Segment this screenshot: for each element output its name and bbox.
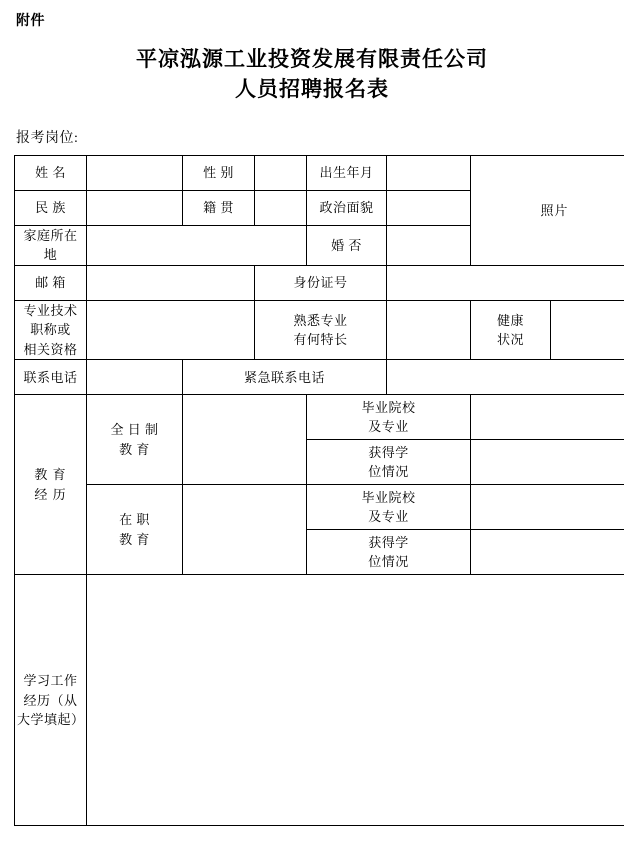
table-row	[15, 360, 624, 395]
field-native-place[interactable]	[255, 190, 307, 225]
field-onjob-school[interactable]	[471, 485, 624, 530]
label-onjob-school-line-2: 及专业	[309, 507, 468, 527]
field-fulltime-school[interactable]	[471, 395, 624, 440]
label-fulltime-education	[87, 395, 183, 485]
label-id-number: 身份证号	[255, 265, 387, 300]
label-name: 姓 名	[15, 155, 87, 190]
table-row	[15, 300, 624, 360]
field-marital-status[interactable]	[387, 225, 471, 265]
label-school-line-2: 及专业	[309, 417, 468, 437]
field-phone[interactable]	[87, 360, 183, 395]
field-birth-date[interactable]	[387, 155, 471, 190]
application-form-table	[14, 155, 624, 827]
label-health-line-1: 健康	[473, 311, 548, 331]
label-fulltime-line-1: 全 日 制	[89, 420, 180, 440]
label-onjob-line-1: 在 职	[89, 510, 180, 530]
label-education-line-2: 经 历	[17, 485, 84, 505]
field-onjob-period[interactable]	[183, 485, 307, 575]
label-education-line-1: 教 育	[17, 465, 84, 485]
label-education-history	[15, 395, 87, 575]
label-marital-status: 婚 否	[307, 225, 387, 265]
field-onjob-degree[interactable]	[471, 530, 624, 575]
label-technical-title	[15, 300, 87, 360]
label-phone: 联系电话	[15, 360, 87, 395]
label-onjob-line-2: 教 育	[89, 530, 180, 550]
field-fulltime-period[interactable]	[183, 395, 307, 485]
field-ethnicity[interactable]	[87, 190, 183, 225]
label-onjob-education	[87, 485, 183, 575]
label-onjob-school	[307, 485, 471, 530]
label-fulltime-school	[307, 395, 471, 440]
label-specialty-line-2: 有何特长	[257, 330, 384, 350]
label-health-line-2: 状况	[473, 330, 548, 350]
field-specialty[interactable]	[387, 300, 471, 360]
field-email[interactable]	[87, 265, 255, 300]
field-study-work-history[interactable]	[87, 575, 624, 826]
label-history-line-2: 经历（从	[17, 691, 84, 711]
title-line-1: 平凉泓源工业投资发展有限责任公司	[136, 47, 488, 71]
label-specialty-line-1: 熟悉专业	[257, 311, 384, 331]
field-fulltime-degree[interactable]	[471, 440, 624, 485]
table-row	[15, 395, 624, 440]
field-home-address[interactable]	[87, 225, 307, 265]
label-fulltime-line-2: 教 育	[89, 440, 180, 460]
label-political-status: 政治面貌	[307, 190, 387, 225]
photo-cell[interactable]: 照片	[471, 155, 624, 265]
field-gender[interactable]	[255, 155, 307, 190]
label-history-line-3: 大学填起）	[17, 710, 84, 730]
label-ethnicity: 民 族	[15, 190, 87, 225]
label-onjob-degree-line-1: 获得学	[309, 533, 468, 553]
position-applied-label: 报考岗位:	[16, 127, 610, 147]
label-degree-line-1: 获得学	[309, 443, 468, 463]
table-row	[15, 265, 624, 300]
label-email: 邮 箱	[15, 265, 87, 300]
label-specialty	[255, 300, 387, 360]
field-id-number[interactable]	[387, 265, 624, 300]
field-health[interactable]	[551, 300, 624, 360]
label-technical-title-line-1: 专业技术	[17, 301, 84, 321]
label-birth-date: 出生年月	[307, 155, 387, 190]
attachment-label: 附件	[16, 10, 610, 30]
label-home-address: 家庭所在地	[15, 225, 87, 265]
field-political-status[interactable]	[387, 190, 471, 225]
document-page	[0, 10, 624, 861]
label-fulltime-degree	[307, 440, 471, 485]
field-technical-title[interactable]	[87, 300, 255, 360]
label-technical-title-line-3: 相关资格	[17, 340, 84, 360]
label-history-line-1: 学习工作	[17, 671, 84, 691]
label-health	[471, 300, 551, 360]
title-line-2: 人员招聘报名表	[14, 74, 610, 104]
table-row	[15, 485, 624, 530]
table-row	[15, 575, 624, 826]
label-school-line-1: 毕业院校	[309, 398, 468, 418]
label-onjob-school-line-1: 毕业院校	[309, 488, 468, 508]
label-gender: 性 别	[183, 155, 255, 190]
label-study-work-history	[15, 575, 87, 826]
label-degree-line-2: 位情况	[309, 462, 468, 482]
label-emergency-phone: 紧急联系电话	[183, 360, 387, 395]
page-title	[14, 44, 610, 105]
label-onjob-degree	[307, 530, 471, 575]
label-native-place: 籍 贯	[183, 190, 255, 225]
field-emergency-phone[interactable]	[387, 360, 624, 395]
table-row	[15, 155, 624, 190]
label-technical-title-line-2: 职称或	[17, 320, 84, 340]
field-name[interactable]	[87, 155, 183, 190]
label-onjob-degree-line-2: 位情况	[309, 552, 468, 572]
